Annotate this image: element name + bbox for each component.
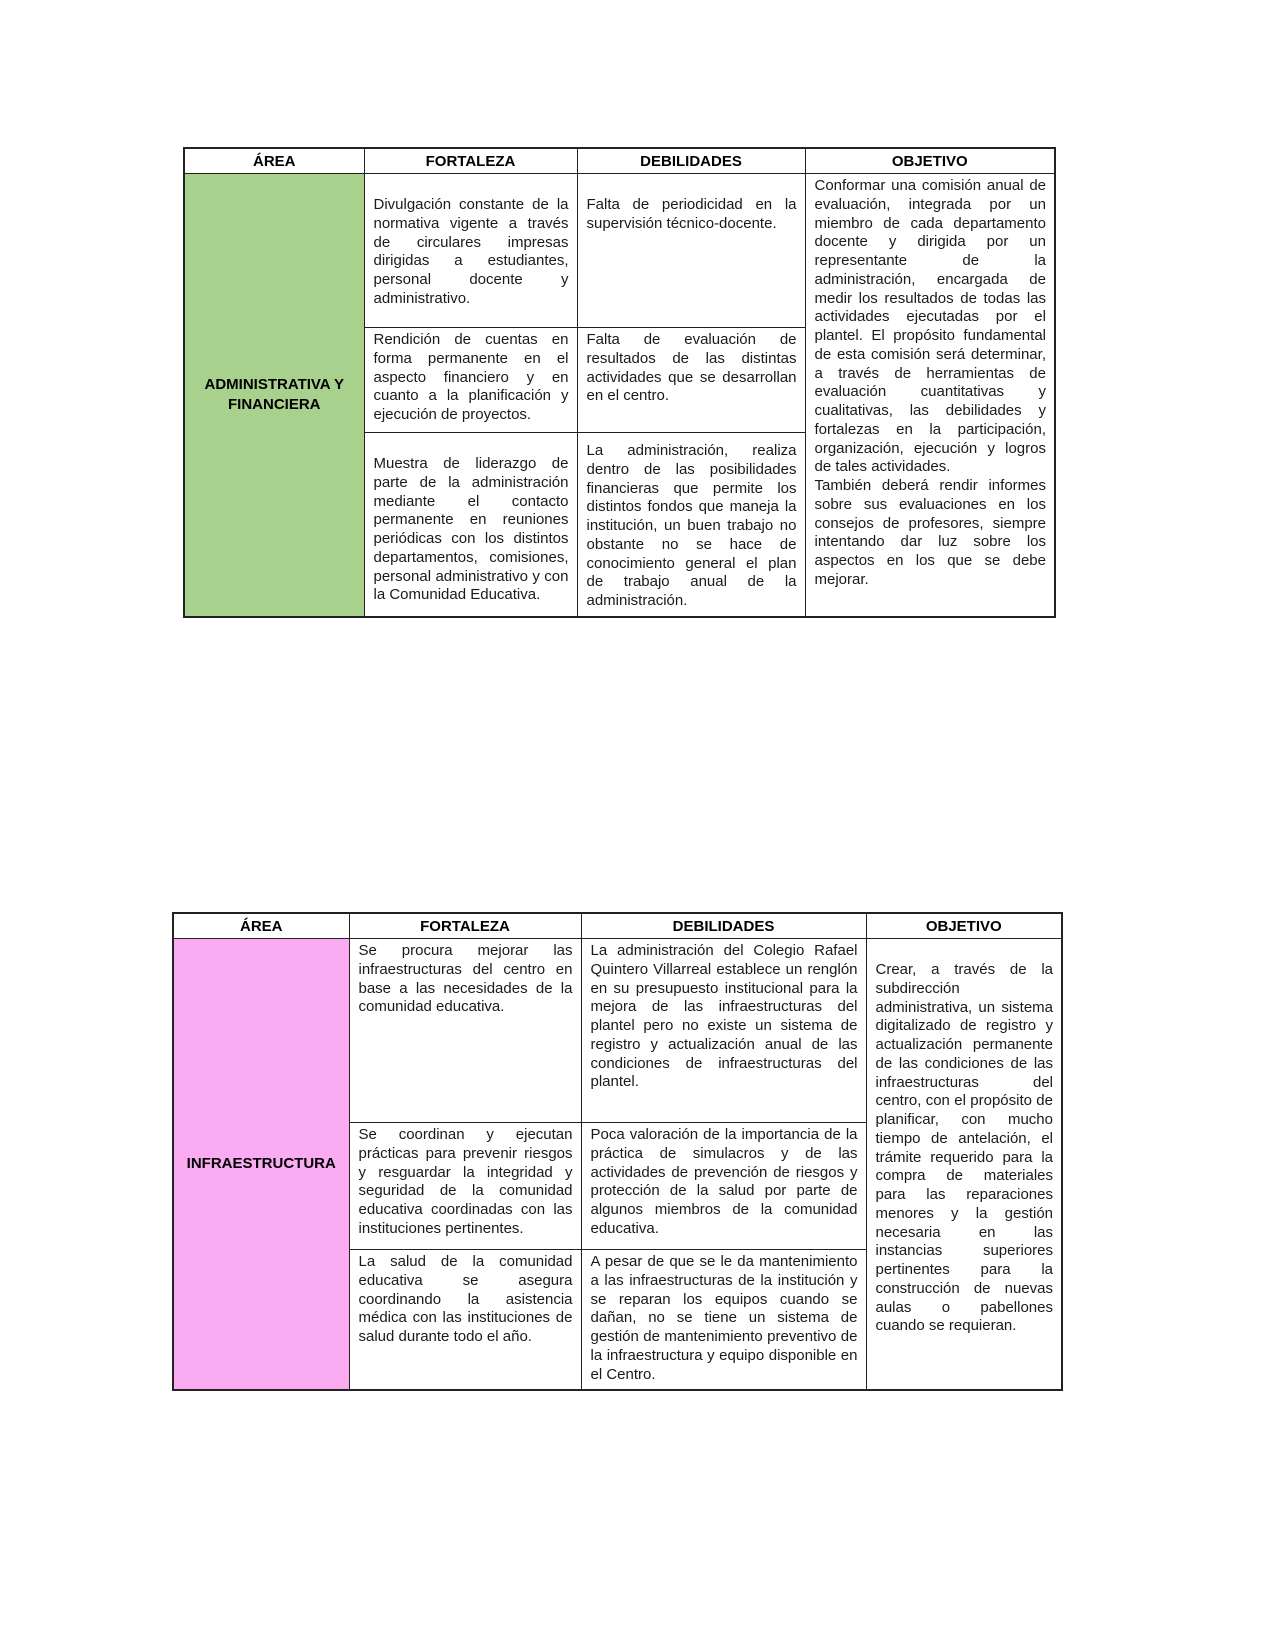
debilidad-text: Poca valoración de la importancia de la práctica de simulacros y de las actividades de prevención de riesgos y protección de la salud por parte de algunos miembros de la comunidad educativa.	[590, 1126, 858, 1237]
area-cell	[184, 174, 364, 617]
fortaleza-text: Divulgación constante de la normativa vigente a través de circulares impresas dirigidas a estudiantes, personal docente y administrativo.	[373, 196, 569, 307]
area-cell	[173, 939, 349, 1391]
column-header-fortaleza: FORTALEZA	[349, 913, 581, 939]
debilidad-text: La administración del Colegio Rafael Quintero Villarreal establece un renglón en su presupuesto institucional para la mejora de las infraestructuras del plantel pero no existe un sistema de registro y actualización anual de las condiciones de infraestructuras del plantel.	[590, 942, 858, 1091]
fortaleza-text: Rendición de cuentas en forma permanente en el aspecto financiero y en cuanto a la planificación y ejecución de proyectos.	[373, 331, 569, 423]
objetivo-text: También deberá rendir informes sobre sus evaluaciones en los consejos de profesores, siempre intentando dar luz sobre los aspectos en los que se debe mejorar.	[814, 477, 1046, 588]
fortaleza-cell	[364, 174, 577, 328]
objetivo-cell	[805, 174, 1055, 617]
fortaleza-text: Se coordinan y ejecutan prácticas para prevenir riesgos y resguardar la integridad y seguridad de la comunidad educativa coordinadas con las instituciones pertinentes.	[358, 1126, 573, 1237]
column-header-debilidades: DEBILIDADES	[577, 148, 805, 174]
table-header-row	[173, 913, 1062, 939]
debilidad-cell	[581, 939, 866, 1123]
objetivo-text: Conformar una comisión anual de evaluación, integrada por un miembro de cada departamento docente y dirigida por un representante de la administración, encargada de medir los resultados de todas las actividades ejecutadas por el plantel. El propósito fundamental de esta comisión será determinar, a través de herramientas de evaluación cuantitativas y cualitativas, las debilidades y fortalezas en la participación, organización, ejecución y logros de tales actividades.	[814, 177, 1046, 476]
debilidad-text: Falta de evaluación de resultados de las distintas actividades que se desarrollan en el centro.	[586, 331, 797, 405]
debilidad-text: A pesar de que se le da mantenimiento a las infraestructuras de la institución y se reparan los equipos cuando se dañan, no se tiene un sistema de gestión de mantenimiento preventivo de la infraestructura y equipo disponible en el Centro.	[590, 1253, 858, 1383]
table-row	[173, 939, 1062, 1123]
table-row	[184, 174, 1055, 328]
header-row	[173, 913, 1062, 939]
column-header-debilidades: DEBILIDADES	[581, 913, 866, 939]
fortaleza-cell	[364, 328, 577, 433]
fortaleza-cell	[349, 939, 581, 1123]
fortaleza-cell	[349, 1123, 581, 1250]
fortaleza-cell	[364, 433, 577, 617]
fortaleza-text: Se procura mejorar las infraestructuras del centro en base a las necesidades de la comunidad educativa.	[358, 942, 573, 1016]
debilidad-cell	[577, 174, 805, 328]
area-label: INFRAESTRUCTURA	[186, 1155, 336, 1172]
fortaleza-cell	[349, 1250, 581, 1391]
table-infraestructura	[172, 912, 1063, 1391]
column-header-fortaleza: FORTALEZA	[364, 148, 577, 174]
debilidad-cell	[581, 1123, 866, 1250]
debilidad-text: La administración, realiza dentro de las posibilidades financieras que permite los distintos fondos que maneja la institución, un buen trabajo no obstante no se hace de conocimiento general el plan de trabajo anual de la administración.	[586, 442, 797, 609]
debilidad-cell	[577, 433, 805, 617]
fortaleza-text: La salud de la comunidad educativa se asegura coordinando la asistencia médica con las instituciones de salud durante todo el año.	[358, 1253, 573, 1345]
column-header-area: ÁREA	[184, 148, 364, 174]
table-header-row	[184, 148, 1055, 174]
fortaleza-text: Muestra de liderazgo de parte de la administración mediante el contacto permanente en reuniones periódicas con los distintos departamentos, comisiones, personal administrativo y con la Comunidad Educativa.	[373, 455, 569, 604]
table-administrativa-financiera	[183, 147, 1056, 618]
debilidad-cell	[581, 1250, 866, 1391]
column-header-objetivo: OBJETIVO	[866, 913, 1062, 939]
debilidad-cell	[577, 328, 805, 433]
debilidad-text: Falta de periodicidad en la supervisión técnico-docente.	[586, 196, 797, 232]
objetivo-text: Crear, a través de la subdirección administrativa, un sistema digitalizado de registro y actualización permanente de las condiciones de las infraestructuras del centro, con el propósito de planificar, con mucho tiempo de antelación, el trámite requerido para la compra de materiales para las reparaciones menores y la gestión necesaria en las instancias superiores pertinentes para la construcción de nuevas aulas o pabellones cuando se requieran.	[875, 961, 1053, 1335]
area-label: ADMINISTRATIVA Y FINANCIERA	[204, 375, 344, 413]
column-header-area: ÁREA	[173, 913, 349, 939]
column-header-objetivo: OBJETIVO	[805, 148, 1055, 174]
objetivo-cell	[866, 939, 1062, 1391]
header-row	[184, 148, 1055, 174]
